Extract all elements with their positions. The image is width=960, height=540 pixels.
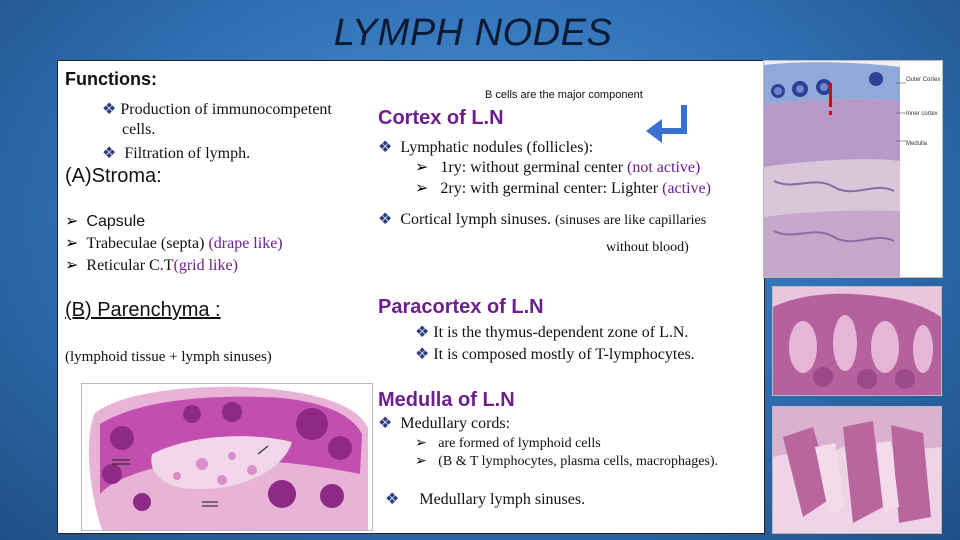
paracortex-micrograph — [772, 286, 942, 396]
diamond-bullet-icon: ❖ — [385, 491, 400, 508]
return-arrow-icon — [642, 101, 694, 148]
cortex-subitem: ➢ 2ry: with germinal center: Lighter (active) — [415, 180, 711, 197]
diamond-bullet-icon: ❖ — [102, 101, 117, 118]
paracortex-item: ❖ It is the thymus-dependent zone of L.N. — [415, 324, 689, 341]
function-item-cont: cells. — [122, 121, 156, 138]
diamond-bullet-icon: ❖ — [102, 145, 117, 162]
cortex-subitem: ➢ 1ry: without germinal center (not active) — [415, 159, 701, 176]
arrow-bullet-icon: ➢ — [415, 434, 427, 450]
stroma-item: ➢ Capsule — [65, 213, 146, 230]
sinuses-note-cont: without blood) — [606, 240, 689, 255]
cortex-heading: Cortex of L.N — [378, 107, 504, 129]
arrow-bullet-icon: ➢ — [415, 452, 427, 468]
functions-heading: Functions: — [65, 69, 157, 89]
stroma-item: ➢ Reticular C.T(grid like) — [65, 257, 238, 274]
medulla-subitem: ➢ (B & T lymphocytes, plasma cells, macrophages). — [415, 452, 719, 469]
diagram-label: Inner cortex — [906, 111, 938, 117]
diamond-bullet-icon: ❖ — [378, 139, 393, 156]
arrow-bullet-icon: ➢ — [65, 235, 79, 252]
paracortex-heading: Paracortex of L.N — [378, 296, 544, 318]
parenchyma-heading: (B) Parenchyma : — [65, 299, 221, 321]
arrow-bullet-icon: ➢ — [415, 159, 429, 176]
arrow-bullet-icon: ➢ — [65, 257, 79, 274]
paracortex-item: ❖ It is composed mostly of T-lymphocytes. — [415, 346, 695, 363]
diamond-bullet-icon: ❖ — [415, 346, 430, 363]
diamond-bullet-icon: ❖ — [415, 324, 430, 341]
lymph-node-micrograph — [81, 383, 373, 531]
function-item: ❖ Filtration of lymph. — [102, 145, 251, 162]
cortex-diagram-image — [763, 60, 943, 278]
cortex-item: ❖ Lymphatic nodules (follicles): — [378, 139, 594, 156]
diamond-bullet-icon: ❖ — [378, 415, 393, 432]
arrow-bullet-icon: ➢ — [65, 213, 79, 230]
medulla-heading: Medulla of L.N — [378, 389, 515, 411]
medulla-subitem: ➢ are formed of lymphoid cells — [415, 434, 601, 451]
diagram-label: Outer Cortex — [906, 77, 941, 83]
b-cells-note: B cells are the major component — [485, 89, 643, 101]
diagram-label: Medulla — [906, 141, 928, 147]
slide-title: LYMPH NODES — [333, 12, 613, 54]
medulla-item: ❖ Medullary cords: — [378, 415, 511, 432]
stroma-heading: (A)Stroma: — [65, 165, 162, 187]
medulla-micrograph — [772, 406, 942, 534]
function-item: ❖ Production of immunocompetent — [102, 101, 332, 118]
arrow-bullet-icon: ➢ — [415, 180, 429, 197]
parenchyma-note: (lymphoid tissue + lymph sinuses) — [65, 349, 272, 365]
diamond-bullet-icon: ❖ — [378, 211, 393, 228]
content-panel — [57, 60, 765, 534]
medulla-item: ❖ Medullary lymph sinuses. — [385, 491, 586, 508]
cortex-item: ❖ Cortical lymph sinuses. (sinuses are like capillaries — [378, 211, 707, 228]
stroma-item: ➢ Trabeculae (septa) (drape like) — [65, 235, 283, 252]
